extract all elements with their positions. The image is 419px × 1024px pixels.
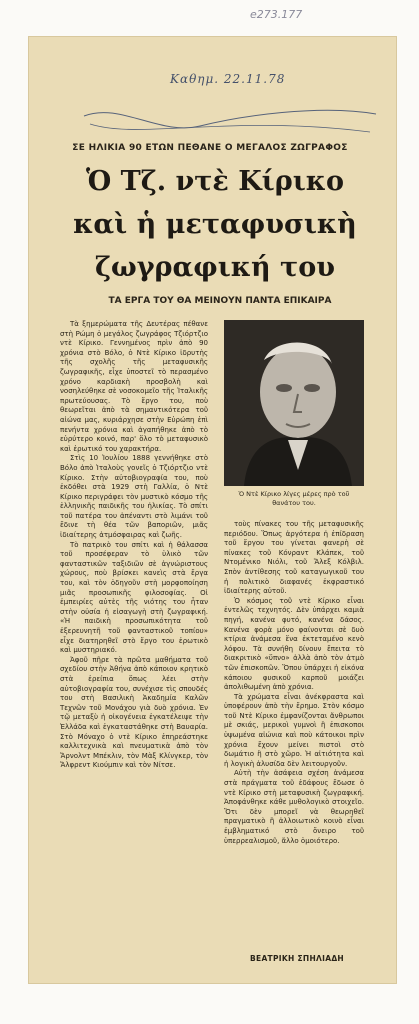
- paragraph: Ἀφοῦ πῆρε τὰ πρῶτα μαθήματα τοῦ σχεδίου στὴν Ἀθήνα ἀπὸ κάποιον κρητικὸ στὰ ἐρείπια ὅπως λέει στὴν αὐτοβιογραφία του, συνέχισε τὶς σπουδές του στὴ Βασιλικὴ Ἀκαδημία Καλῶν Τεχνῶν τοῦ Μονάχου γιὰ δυὸ χρόνια. Ἐν τῷ μεταξὺ ἡ οἰκογένεια ἐγκατέλειψε τὴν Ἑλλάδα καὶ ἐγκαταστάθηκε στὴ Βαυαρία. Στὸ Μόναχο ὁ ντὲ Κίρικο ἐπηρεάστηκε καλλιτεχνικὰ καὶ πνευματικὰ ἀπὸ τὸν Ἄρνολντ Μπέκλιν, τὸν Μὰξ Κλίνγκερ, τὸν Ἄλφρεντ Κιούμπιν καὶ τὸν Νίτσε.: [60, 655, 208, 770]
- portrait-icon: [224, 320, 364, 486]
- pen-underline-icon: [80, 96, 380, 146]
- paragraph: Ὁ κόσμος τοῦ ντὲ Κίρικο εἶναι ἐντελῶς τεχνητός. Δὲν ὑπάρχει καμιὰ πηγή, κανένα φυτό, κανένα δάσος. Κανένα φορὰ μόνο φαίνονται σὲ δυὸ κτίρια ἀνάμεσα ἕνα ἐκτεταμένο κενὸ λόφου. Τὰ συνήθη δίνουν ἔπειτα τὸ διακριτικὸ «ὕπνο» ἀλλὰ ἀπὸ τὸν ἀτμὸ τῶν ἐπισκοπῶν. Ὅπου ὑπάρχει ἡ εἰκόνα κάποιου φυσικοῦ καρποῦ μοιάζει ἀπολιθωμένη ἀπὸ χρόνια.: [224, 596, 364, 692]
- subheadline: ΤΑ ΕΡΓΑ ΤΟΥ ΘΑ ΜΕΙΝΟΥΝ ΠΑΝΤΑ ΕΠΙΚΑΙΡΑ: [108, 296, 332, 306]
- byline: ΒΕΑΤΡΙΚΗ ΣΠΗΛΙΑΔΗ: [250, 954, 345, 963]
- headline-line-2: καὶ ἡ μεταφυσικὴ: [73, 209, 357, 240]
- paragraph: Τὸ πατρικὸ του σπίτι καὶ ἡ θάλασσα τοῦ προσέφεραν τὸ ὑλικὸ τῶν φανταστικῶν ταξιδιῶν σὲ ἀγνώριστους χώρους, ποὺ βρίσκει κανεὶς στὰ ἔργα του, καὶ τὸν ὁδηγοῦν στὴ μορφοποίηση μιᾶς προσωπικῆς φιλοσοφίας. Οἱ ἐμπειρίες αὐτὲς τῆς νιότης του ἦταν στὴν οὐσία ἡ εἰσαγωγὴ στὴ ζωγραφική. «Ἡ παιδικὴ προσωπικότητα τοῦ ἐξερευνητῆ τοῦ φανταστικοῦ τοπίου» εἶχε διατηρηθεῖ στὸ ἔργο του ἐρωτικὸ καὶ μυστηριακό.: [60, 540, 208, 655]
- paragraph: Αὐτὴ τὴν ἀσάφεια σχέση ἀνάμεσα στὰ πράγματα τοῦ ἐδάφους ἔδωσε ὁ ντὲ Κίρικο στὴ μεταφυσικὴ ζωγραφική. Ἀποφάνθηκε κάθε μυθολογικὸ στοιχεῖο. Ὅτι δὲν μπορεῖ νὰ θεωρηθεῖ πραγματικὸ ἢ ἀλλοιωτικὸ κοινὸ εἶναι ἐμβληματικό στὸ ὄνειρο τοῦ ὑπερρεαλισμοῦ, ἄλλο ὁμοιότερο.: [224, 769, 364, 845]
- headline: [50, 160, 380, 289]
- left-column: [60, 320, 208, 771]
- photo-caption: Ὁ Ντὲ Κίρικο λίγες μέρες πρὸ τοῦ θανάτου του.: [238, 490, 350, 507]
- paragraph: Τὰ χρώματα εἶναι ἀνέκφραστα καὶ ὑποφέρουν ἀπὸ τὴν ἔρημο. Στὸν κόσμο τοῦ Ντὲ Κίρικο ἐμφανίζονται ἄνθρωποι μὲ σκιάς, μερικοὶ γυμνοὶ ἢ ἐπισκοποι ὑψωμένα αἰώνια καὶ ποὺ κάτοικοι πρὶν χρόνια ἔχουν μείνει πιστοὶ στὸ δωμάτιο ἢ στὸ χῶρο. Ἡ αἰτιότητα καὶ ἡ λογικὴ ἀλυσίδα δὲν λειτουργοῦν.: [224, 692, 364, 768]
- archive-note: e273.177: [250, 8, 303, 21]
- paragraph: Τὰ ξημερώματα τῆς Δευτέρας πέθανε στὴ Ρώμη ὁ μεγάλος ζωγράφος Τζιόρτζιο ντὲ Κίρικο. Γεννημένος πρὶν ἀπὸ 90 χρόνια στὸ Βόλο, ὁ Ντὲ Κίρικο ἱδρυτὴς τῆς σχολῆς τῆς μεταφυσικῆς ζωγραφικῆς, εἶχε ὑποστεῖ τὸ περασμένο χρόνο καρδιακὴ προσβολὴ καὶ νοσηλεύθηκε σὲ νοσοκομεῖο τῆς Ἰταλικῆς πρωτεύουσας. Τὸ ἔργο του, ποὺ θεωρεῖται ἀπὸ τὰ σημαντικότερα τοῦ αἰώνα μας, κυριάρχησε στὴν Εὐρώπη ἐπὶ πενήντα χρόνια καὶ ἀγαπήθηκε ἀπὸ τὸ εὐρύτερο κοινό, παρ' ὅλο τὸ μεταφυσικὸ καὶ ἐρωτικό του χαρακτήρα.: [60, 320, 208, 453]
- headline-line-3: ζωγραφική του: [95, 252, 335, 283]
- portrait-photo: [224, 320, 364, 486]
- right-column: [224, 520, 364, 846]
- paragraph: τοὺς πίνακες του τῆς μεταφυσικῆς περιόδου. Ὅπως ἀργότερα ἡ ἐπίδραση τοῦ ἔργου του γίνεται φανερὴ σὲ πίνακες τοῦ Κόνραντ Κλάπεκ, τοῦ Ντομένικο Νιόλι, τοῦ Ἄλεξ Κόλβιλ. Σπὸν ἀντίθεσης τοῦ καταγωγικοῦ του ἡ πολιτικὸ διαφανές ἐκφραστικό ἰδιαίτερης αὐτοῦ.: [224, 520, 364, 596]
- paragraph: Στὶς 10 Ἰουλίου 1888 γεννήθηκε στὸ Βόλο ἀπὸ Ἰταλοὺς γονεῖς ὁ Τζιόρτζιο ντὲ Κίρικο. Στὴν αὐτοβιογραφία του, ποὺ ἐκδόθει στὰ 1929 στὴ Γαλλία, ὁ Ντὲ Κίρικο περιγράφει τὸν μυστικὸ κόσμο τῆς ἑλληνικῆς παιδικῆς του ἡλικίας. Τὸ σπίτι τοῦ πατέρα του ἀπέναντι στὸ λιμάνι τοῦ ἔδινε τὴ θέα τῶν βαποριῶν, μιᾶς ἰδιαίτερης ἀτμόσφαιρας καὶ ζωῆς.: [60, 454, 208, 540]
- supertitle: ΣΕ ΗΛΙΚΙΑ 90 ΕΤΩΝ ΠΕΘΑΝΕ Ο ΜΕΓΑΛΟΣ ΖΩΓΡΑΦΟΣ: [72, 143, 348, 153]
- headline-line-1: Ὁ Τζ. ντὲ Κίρικο: [85, 166, 345, 197]
- handwritten-date: Καθημ. 22.11.78: [170, 72, 286, 86]
